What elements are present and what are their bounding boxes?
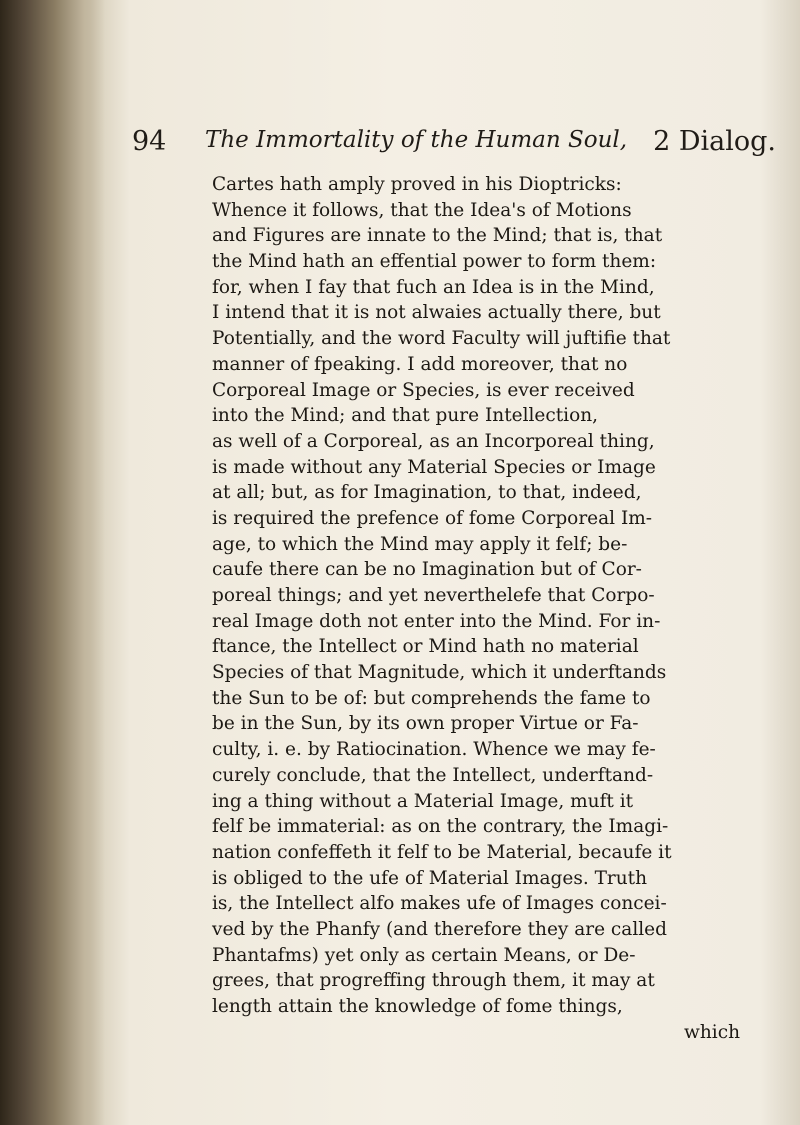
text-line: the Mind hath an effential power to form them:	[212, 251, 657, 273]
text-line: age, to which the Mind may apply it felf; be-	[212, 533, 628, 555]
text-line: real Image doth not enter into the Mind. For in-	[212, 610, 661, 632]
text-line: into the Mind; and that pure Intellection,	[212, 405, 599, 427]
text-line: Cartes hath amply proved in his Dioptricks:	[212, 174, 622, 195]
text-line: Corporeal Image or Species, is ever received	[212, 379, 635, 401]
text-line: Whence it follows, that the Idea's of Motions	[212, 199, 632, 221]
text-line: the Sun to be of: but comprehends the fame to	[212, 687, 651, 709]
text-line: Potentially, and the word Faculty will juftifie that	[212, 328, 671, 350]
text-line: poreal things; and yet neverthelefe that Corpo-	[212, 585, 655, 606]
text-line: nation confeffeth it felf to be Material, becaufe it	[212, 841, 672, 863]
text-line: is obliged to the ufe of Material Images. Truth	[212, 867, 648, 889]
running-title: The Immortality of the Human Soul,	[205, 127, 628, 153]
text-line: felf be immaterial: as on the contrary, the Imagi-	[212, 816, 669, 838]
text-line: be in the Sun, by its own proper Virtue or Fa-	[212, 713, 639, 735]
running-header	[132, 126, 782, 166]
text-line: culty, i. e. by Ratiocination. Whence we may fe-	[212, 739, 656, 761]
text-line: at all; but, as for Imagination, to that, indeed,	[212, 482, 642, 504]
text-line: ved by the Phanfy (and therefore they are called	[212, 918, 667, 940]
text-line: for, when I fay that fuch an Idea is in the Mind,	[212, 276, 655, 298]
text-line: is, the Intellect alfo makes ufe of Images concei-	[212, 893, 667, 915]
text-line: length attain the knowledge of fome things,	[212, 996, 623, 1017]
catchword: which	[684, 1021, 740, 1043]
text-line: as well of a Corporeal, as an Incorporeal thing,	[212, 430, 655, 452]
text-line: ing a thing without a Material Image, muft it	[212, 790, 634, 812]
body-text	[212, 172, 792, 1045]
page-number: 94	[132, 126, 167, 157]
text-line: manner of fpeaking. I add moreover, that no	[212, 353, 628, 375]
book-gutter-shadow	[0, 0, 105, 1125]
text-line: and Figures are innate to the Mind; that is, that	[212, 225, 663, 247]
text-line: is made without any Material Species or Image	[212, 456, 656, 478]
text-line: grees, that progreffing through them, it may at	[212, 970, 655, 992]
text-line: is required the prefence of fome Corporeal Im-	[212, 507, 653, 529]
text-line: curely conclude, that the Intellect, underftand-	[212, 764, 654, 786]
text-line: I intend that it is not alwaies actually there, but	[212, 302, 661, 324]
text-line: Species of that Magnitude, which it underftands	[212, 662, 667, 684]
text-line: Phantafms) yet only as certain Means, or De-	[212, 944, 636, 966]
text-line: caufe there can be no Imagination but of Cor-	[212, 559, 642, 581]
text-line: ftance, the Intellect or Mind hath no material	[212, 636, 639, 658]
dialog-label: 2 Dialog.	[653, 126, 776, 157]
